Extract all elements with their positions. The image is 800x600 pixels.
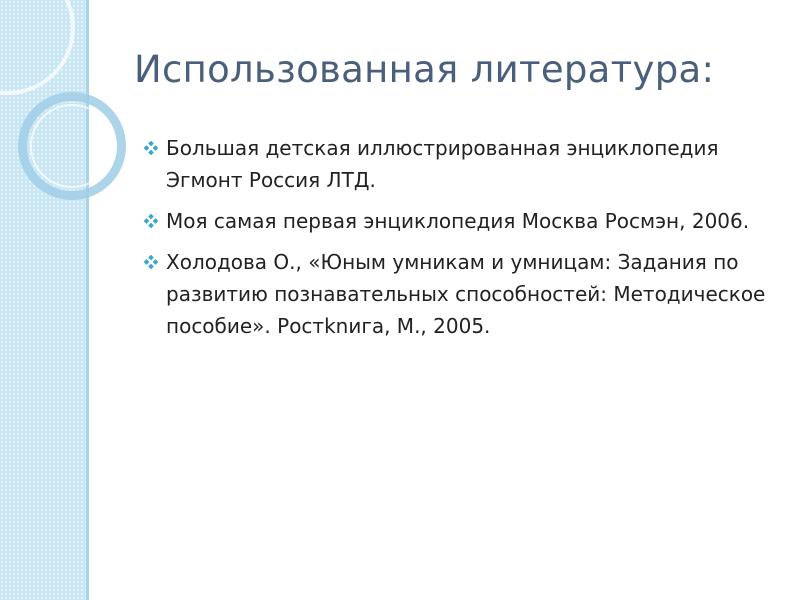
- list-item: [144, 246, 776, 342]
- list-item-text: Большая детская иллюстрированная энциклопедия Эгмонт Россия ЛТД.: [166, 136, 719, 192]
- list-item-text: Моя самая первая энциклопедия Москва Росмэн, 2006.: [166, 209, 750, 233]
- sidebar-edge: [86, 0, 89, 600]
- decorative-ring-inner: [30, 104, 114, 188]
- list-item-text: Холодова О., «Юным умникам и умницам: Задания по развитию познавательных способностей: Методическое пособие». Ростknига, М., 2005.: [166, 250, 766, 338]
- decorative-ring: [0, 0, 75, 95]
- list-item: [144, 132, 776, 196]
- list-item: [144, 205, 776, 237]
- diamond-cluster-icon: [144, 141, 158, 155]
- sidebar-decoration: [0, 0, 88, 600]
- diamond-cluster-icon: [144, 255, 158, 269]
- bullet-list: [144, 132, 776, 342]
- slide-title: Использованная литература:: [134, 48, 715, 91]
- diamond-cluster-icon: [144, 214, 158, 228]
- slide-content: [144, 132, 776, 351]
